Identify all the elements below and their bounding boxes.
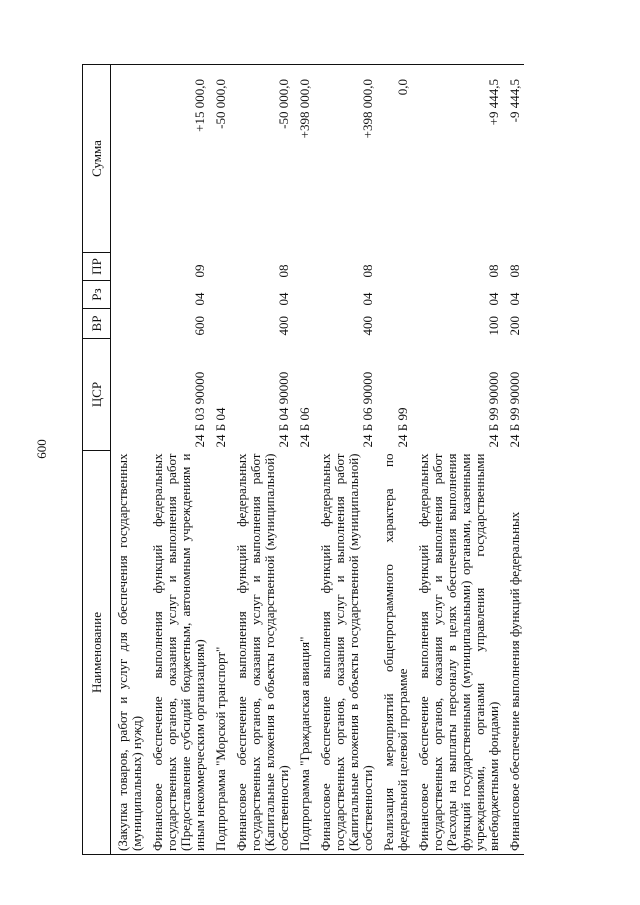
row-pr: 08 <box>507 264 522 278</box>
row-pr: 09 <box>192 264 207 278</box>
row-vr: 600 <box>192 316 207 336</box>
row-csr: 24 Б 04 <box>213 407 228 448</box>
row-name: Подпрограмма "Гражданская авиация" <box>293 451 314 855</box>
row-vr <box>209 309 230 339</box>
row-csr: 24 Б 99 90000 <box>507 371 522 448</box>
row-vr: 200 <box>507 316 522 336</box>
header-vr: ВР <box>83 309 111 339</box>
row-pr: 08 <box>360 264 375 278</box>
row-name: Реализация мероприятий общепрограммного характера по федеральной целевой программе <box>377 451 412 855</box>
table-row <box>146 65 209 855</box>
page-number: 600 <box>34 439 49 459</box>
row-pr: 08 <box>276 264 291 278</box>
row-rz <box>293 281 314 309</box>
row-csr: 24 Б 99 90000 <box>486 371 501 448</box>
row-name: Финансовое обеспечение выполнения функций федеральных государственных органов, оказания услуг и выполнения работ (Капитальные вложения в объекты государственной (муниципальной) собственности) <box>314 451 377 855</box>
row-rz: 04 <box>507 292 522 306</box>
row-sum: +15 000,0 <box>146 65 209 253</box>
row-rz <box>111 281 147 309</box>
table-row <box>209 65 230 855</box>
row-vr <box>111 309 147 339</box>
row-rz: 04 <box>360 292 375 306</box>
row-name: Финансовое обеспечение выполнения функций федеральных государственных органов, оказания услуг и выполнения работ (Предоставление субсидий бюджетным, автономным учреждениям и иным некоммерческим организациям) <box>146 451 209 855</box>
header-csr: ЦСР <box>83 339 111 451</box>
row-sum: +398 000,0 <box>314 65 377 253</box>
row-csr <box>111 339 147 451</box>
row-vr: 100 <box>486 316 501 336</box>
row-name: (Закупка товаров, работ и услуг для обеспечения государственных (муниципальных) нужд) <box>111 451 147 855</box>
row-pr: 08 <box>486 264 501 278</box>
row-name: Финансовое обеспечение выполнения функций федеральных государственных органов, оказания услуг и выполнения работ (Капитальные вложения в объекты государственной (муниципальной) собственности) <box>230 451 293 855</box>
row-vr: 400 <box>360 316 375 336</box>
table-row <box>503 65 524 855</box>
row-csr: 24 Б 06 90000 <box>360 371 375 448</box>
table-header-row <box>83 65 111 855</box>
row-name: Финансовое обеспечение выполнения функций федеральных государственных органов, оказания услуг и выполнения работ (Расходы на выплаты персоналу в целях обеспечения выполнения функций государственными (муниципальными) органами, казенными учреждениями, органами управления государственными внебюджетными фондами) <box>412 451 503 855</box>
row-sum: +398 000,0 <box>293 65 314 253</box>
row-rz <box>377 281 412 309</box>
row-sum: -9 444,5 <box>503 65 524 253</box>
header-sum: Сумма <box>83 65 111 253</box>
header-pr: ПР <box>83 253 111 281</box>
row-name: Финансовое обеспечение выполнения функций федеральных <box>503 451 524 855</box>
row-pr <box>293 253 314 281</box>
rotated-page-content <box>82 65 637 855</box>
row-sum: +9 444,5 <box>412 65 503 253</box>
row-name: Подпрограмма "Морской транспорт" <box>209 451 230 855</box>
row-csr: 24 Б 06 <box>297 407 312 448</box>
table-row <box>412 65 503 855</box>
header-rz: Рз <box>83 281 111 309</box>
row-vr <box>377 309 412 339</box>
row-rz <box>209 281 230 309</box>
row-pr <box>377 253 412 281</box>
row-rz: 04 <box>192 292 207 306</box>
header-name: Наименование <box>83 451 111 855</box>
row-sum: -50 000,0 <box>230 65 293 253</box>
row-sum: -50 000,0 <box>209 65 230 253</box>
row-sum: 0,0 <box>377 65 412 253</box>
row-pr <box>209 253 230 281</box>
table-row <box>377 65 412 855</box>
row-csr: 24 Б 04 90000 <box>276 371 291 448</box>
table-row <box>293 65 314 855</box>
table-row <box>230 65 293 855</box>
row-vr <box>293 309 314 339</box>
table-row <box>111 65 147 855</box>
row-vr: 400 <box>276 316 291 336</box>
row-csr: 24 Б 99 <box>395 407 410 448</box>
row-sum <box>111 65 147 253</box>
table-row <box>314 65 377 855</box>
row-rz: 04 <box>486 292 501 306</box>
budget-table <box>82 64 524 855</box>
row-rz: 04 <box>276 292 291 306</box>
row-pr <box>111 253 147 281</box>
row-csr: 24 Б 03 90000 <box>192 371 207 448</box>
